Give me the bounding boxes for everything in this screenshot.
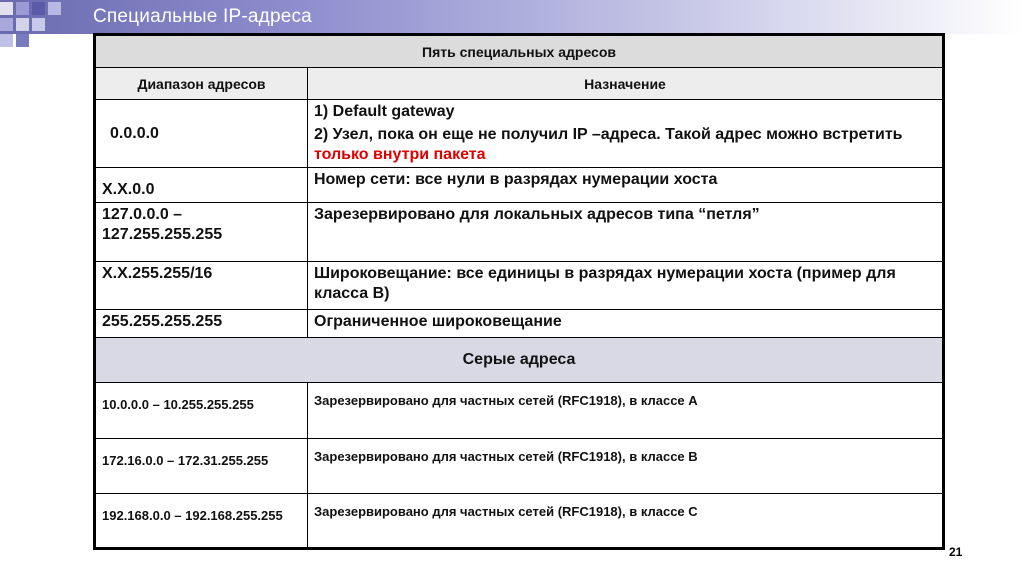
table-row — [95, 203, 944, 262]
range-cell: X.X.0.0 — [95, 168, 308, 203]
highlighted-text: только внутри пакета — [314, 146, 486, 163]
square-decoration — [32, 18, 45, 31]
table-caption-row — [95, 35, 944, 68]
range-cell: 192.168.0.0 – 192.168.255.255 — [95, 494, 308, 549]
purpose-cell: Ограниченное широковещание — [308, 310, 944, 338]
table-row — [95, 439, 944, 494]
table-header-row — [95, 68, 944, 100]
purpose-cell: Зарезервировано для частных сетей (RFC1918), в классе В — [308, 439, 944, 494]
purpose-cell: Зарезервировано для частных сетей (RFC1918), в классе А — [308, 383, 944, 439]
range-cell: 10.0.0.0 – 10.255.255.255 — [95, 383, 308, 439]
column-header-range: Диапазон адресов — [95, 68, 308, 100]
range-cell: 0.0.0.0 — [95, 100, 308, 168]
square-decoration — [0, 34, 13, 47]
special-addresses-table — [93, 33, 945, 550]
section-row — [95, 338, 944, 383]
table-row — [95, 383, 944, 439]
decorative-squares — [0, 0, 80, 50]
column-header-purpose: Назначение — [308, 68, 944, 100]
square-decoration — [0, 2, 13, 15]
table-caption: Пять специальных адресов — [95, 35, 944, 68]
range-cell: 172.16.0.0 – 172.31.255.255 — [95, 439, 308, 494]
square-decoration — [48, 2, 61, 15]
table-row — [95, 262, 944, 310]
range-cell: 127.0.0.0 – 127.255.255.255 — [95, 203, 308, 262]
gray-section-title: Серые адреса — [95, 338, 944, 383]
purpose-line — [314, 125, 936, 165]
square-decoration — [16, 2, 29, 15]
page-number: 21 — [949, 545, 963, 559]
purpose-cell: Номер сети: все нули в разрядах нумерации хоста — [308, 168, 944, 203]
title-bar — [0, 0, 1024, 34]
purpose-cell: Зарезервировано для локальных адресов типа “петля” — [308, 203, 944, 262]
purpose-cell — [308, 100, 944, 168]
purpose-cell: Зарезервировано для частных сетей (RFC1918), в классе С — [308, 494, 944, 549]
square-decoration — [16, 34, 29, 47]
square-decoration — [0, 18, 13, 31]
table-row — [95, 168, 944, 203]
range-cell: 255.255.255.255 — [95, 310, 308, 338]
purpose-line: 1) Default gateway — [314, 103, 455, 120]
slide-title: Специальные IP-адреса — [93, 6, 312, 27]
table-row — [95, 494, 944, 549]
table-row — [95, 310, 944, 338]
range-cell: X.X.255.255/16 — [95, 262, 308, 310]
square-decoration — [32, 2, 45, 15]
square-decoration — [16, 18, 29, 31]
purpose-text: 2) Узел, пока он еще не получил IP –адреса. Такой адрес можно встретить — [314, 126, 903, 143]
table-row — [95, 100, 944, 168]
purpose-cell: Широковещание: все единицы в разрядах нумерации хоста (пример для класса В) — [308, 262, 944, 310]
